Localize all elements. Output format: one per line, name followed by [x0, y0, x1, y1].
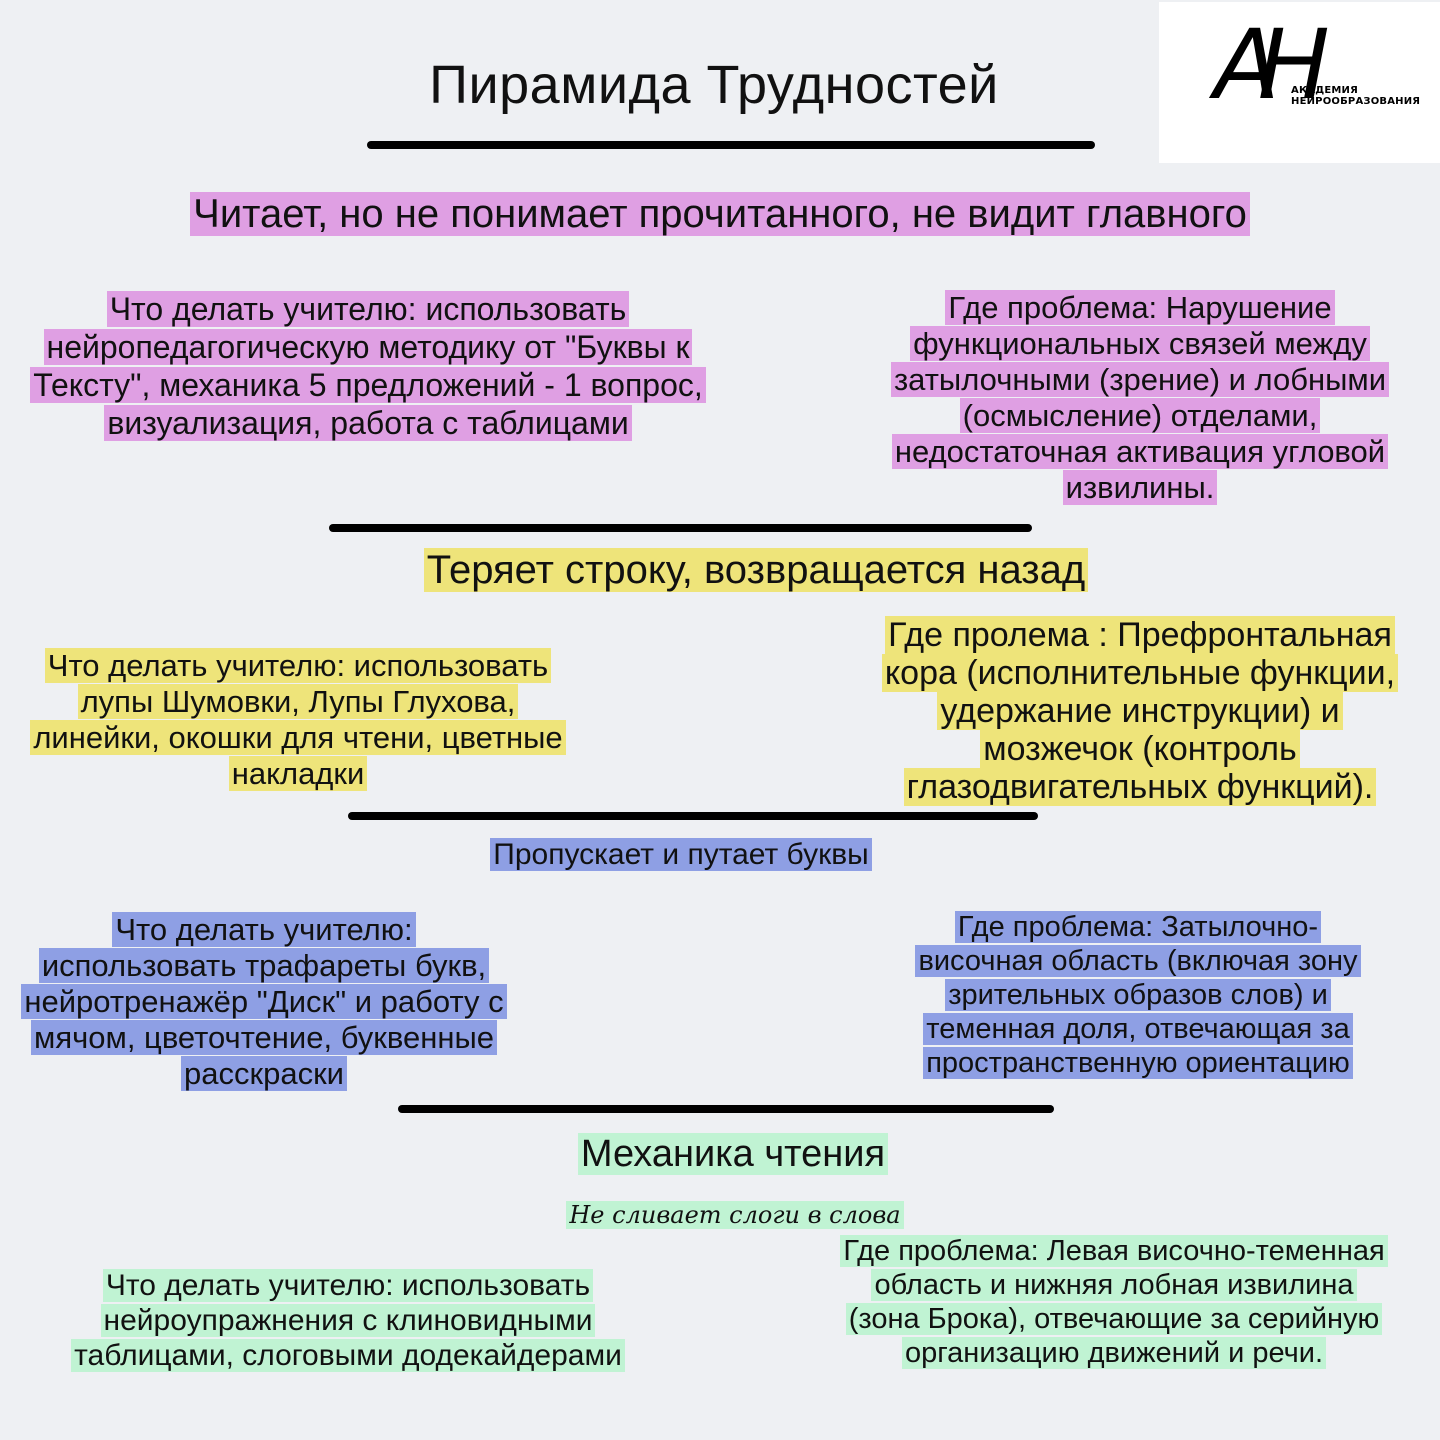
level-4-problem [840, 1234, 1388, 1370]
level-2-heading [0, 544, 1440, 596]
level-2-problem [866, 616, 1414, 806]
level-1-divider [329, 524, 1032, 532]
level-4-teacher [40, 1268, 656, 1373]
level-3-teacher-text: Что делать учителю: использовать трафареты букв, нейротренажёр "Диск" и работу с мячом, цветочтение, буквенные расскраски [21, 912, 506, 1091]
level-4-teacher-text: Что делать учителю: использовать нейроупражнения с клиновидными таблицами, слоговыми додекайдерами [71, 1269, 625, 1372]
level-4-subheading-text: Не сливает слоги в слова [566, 1201, 903, 1229]
level-1-problem-text: Где проблема: Нарушение функциональных связей между затылочными (зрение) и лобными (осмысление) отделами, недостаточная активация угловой извилины. [891, 290, 1389, 505]
level-2-heading-text: Теряет строку, возвращается назад [424, 548, 1088, 592]
level-4-problem-text: Где проблема: Левая височно-теменная область и нижняя лобная извилина (зона Брока), отвечающие за серийную организацию движений и речи. [840, 1235, 1387, 1369]
level-2-teacher-text: Что делать учителю: использовать лупы Шумовки, Лупы Глухова, линейки, окошки для чтени, цветные накладки [30, 648, 565, 791]
level-4-subheading [0, 1197, 1440, 1233]
level-3-problem [900, 910, 1376, 1080]
level-1-heading [0, 188, 1440, 240]
logo-caption [1291, 85, 1420, 107]
level-1-teacher [30, 290, 706, 442]
level-2-problem-text: Где пролема : Префронтальная кора (исполнительные функции, удержание инструкции) и мозжечок (контроль глазодвигательных функций). [882, 616, 1398, 806]
level-2-teacher [20, 648, 576, 792]
level-3-divider [398, 1105, 1054, 1113]
logo-caption-line1: АКАДЕМИЯ [1291, 85, 1359, 96]
level-1-problem [890, 290, 1390, 506]
level-2-divider [348, 812, 1038, 820]
level-4-heading [0, 1130, 1440, 1178]
level-1-heading-text: Читает, но не понимает прочитанного, не видит главного [190, 192, 1250, 236]
level-3-heading [0, 836, 1362, 874]
logo-mark: AH [1214, 9, 1308, 121]
level-1-teacher-text: Что делать учителю: использовать нейропедагогическую методику от "Буквы к Тексту", механика 5 предложений - 1 вопрос, визуализация, работа с таблицами [30, 291, 706, 441]
logo-caption-line2: НЕЙРООБРАЗОВАНИЯ [1291, 96, 1421, 107]
page-title-text: Пирамида Трудностей [429, 55, 999, 115]
level-3-teacher [20, 912, 508, 1092]
level-4-heading-text: Механика чтения [578, 1133, 888, 1175]
title-divider [367, 141, 1095, 149]
level-3-problem-text: Где проблема: Затылочно-височная область (включая зону зрительных образов слов) и теменная доля, отвечающая за пространственную ориентацию [915, 911, 1360, 1079]
level-3-heading-text: Пропускает и путает буквы [490, 838, 871, 871]
